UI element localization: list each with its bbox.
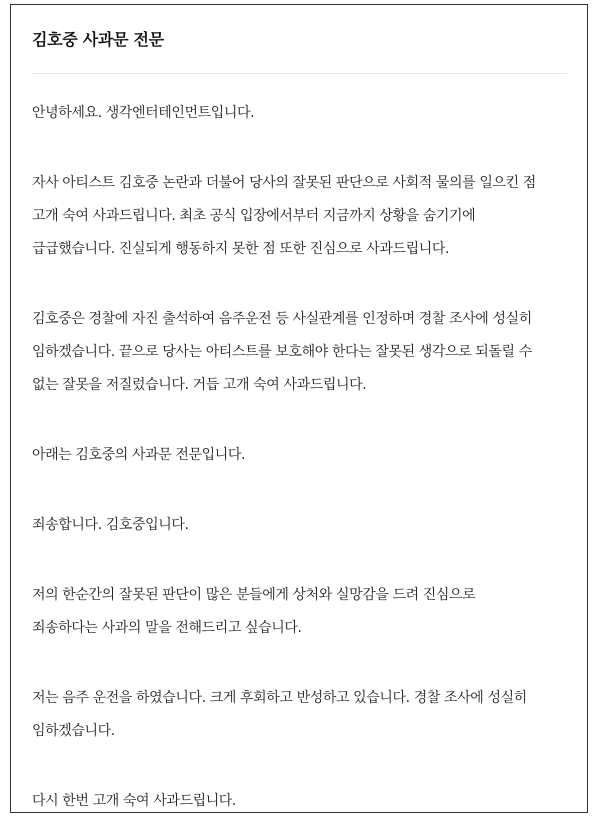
paragraph-gap: [32, 748, 572, 785]
paragraph-intro-statement: [32, 439, 572, 472]
paragraph-closing: [32, 785, 572, 818]
paragraph-admission: [32, 682, 572, 748]
paragraph-line: 안녕하세요. 생각엔터테인먼트입니다.: [32, 105, 255, 121]
paragraph-line: 급급했습니다. 진실되게 행동하지 못한 점 또한 진심으로 사과드립니다.: [32, 241, 450, 257]
paragraph-gap: [32, 402, 572, 439]
paragraph-line: 아래는 김호중의 사과문 전문입니다.: [32, 447, 246, 463]
paragraph-line: 없는 잘못을 저질렀습니다. 거듭 고개 숙여 사과드립니다.: [32, 377, 367, 393]
paragraph-line: 다시 한번 고개 숙여 사과드립니다.: [32, 793, 236, 809]
paragraph-gap: [32, 542, 572, 579]
paragraph-gap: [32, 130, 572, 167]
article-card: [10, 4, 588, 813]
paragraph-personal-greeting: [32, 509, 572, 542]
article-title: 김호중 사과문 전문: [32, 30, 164, 49]
paragraph-gap: [32, 645, 572, 682]
paragraph-line: 저는 음주 운전을 하였습니다. 크게 후회하고 반성하고 있습니다. 경찰 조사에 성실히: [32, 690, 527, 706]
paragraph-line: 자사 아티스트 김호중 논란과 더불어 당사의 잘못된 판단으로 사회적 물의를 일으킨 점: [32, 175, 536, 191]
paragraph-line: 저의 한순간의 잘못된 판단이 많은 분들에게 상처와 실망감을 드려 진심으로: [32, 587, 476, 603]
title-divider: [32, 73, 567, 74]
paragraph-gap: [32, 472, 572, 509]
paragraph-personal-apology: [32, 579, 572, 645]
paragraph-line: 고개 숙여 사과드립니다. 최초 공식 입장에서부터 지금까지 상황을 숨기기에: [32, 208, 476, 224]
paragraph-police-cooperation: [32, 303, 572, 402]
paragraph-line: 임하겠습니다.: [32, 723, 115, 739]
paragraph-line: 죄송하다는 사과의 말을 전해드리고 싶습니다.: [32, 620, 302, 636]
paragraph-gap: [32, 266, 572, 303]
article-body: [32, 97, 572, 818]
paragraph-agency-apology: [32, 167, 572, 266]
paragraph-greeting: [32, 97, 572, 130]
paragraph-line: 임하겠습니다. 끝으로 당사는 아티스트를 보호해야 한다는 잘못된 생각으로 되돌릴 수: [32, 344, 532, 360]
paragraph-line: 김호중은 경찰에 자진 출석하여 음주운전 등 사실관계를 인정하며 경찰 조사에 성실히: [32, 311, 532, 327]
paragraph-line: 죄송합니다. 김호중입니다.: [32, 517, 189, 533]
